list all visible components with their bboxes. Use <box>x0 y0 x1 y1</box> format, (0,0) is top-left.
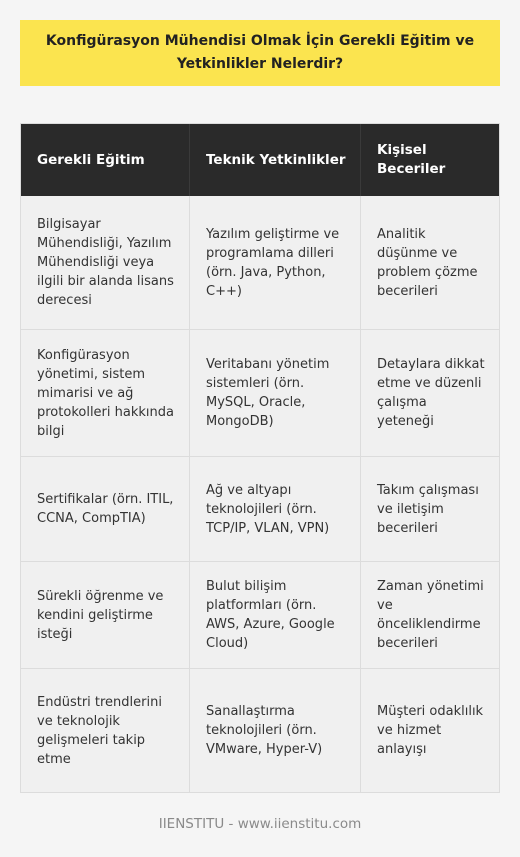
table-row <box>21 562 499 669</box>
table-cell: Bulut bilişim platformları (örn. AWS, Azure, Google Cloud) <box>189 562 360 668</box>
column-header: Teknik Yetkinlikler <box>189 124 360 196</box>
table-cell: Sertifikalar (örn. ITIL, CCNA, CompTIA) <box>37 492 174 526</box>
table-cell: Detaylara dikkat etme ve düzenli çalışma yeteneği <box>360 330 499 456</box>
table-cell: Takım çalışması ve iletişim becerileri <box>360 457 499 561</box>
footer-credit: IIENSTITU - www.iienstitu.com <box>158 816 362 832</box>
table-cell: Bilgisayar Mühendisliği, Yazılım Mühendisliği veya ilgili bir alanda lisans derecesi <box>37 217 174 308</box>
table-cell: Analitik düşünme ve problem çözme becerileri <box>360 196 499 329</box>
column-header: Gerekli Eğitim <box>37 151 145 168</box>
table-cell: Sürekli öğrenme ve kendini geliştirme isteği <box>37 588 164 642</box>
table-cell: Endüstri trendlerini ve teknolojik gelişmeleri takip etme <box>37 694 162 767</box>
table-cell: Veritabanı yönetim sistemleri (örn. MySQL, Oracle, MongoDB) <box>189 330 360 456</box>
table-row <box>21 457 499 562</box>
comparison-table <box>20 123 500 793</box>
table-cell: Sanallaştırma teknolojileri (örn. VMware, Hyper-V) <box>189 669 360 792</box>
table-row <box>21 330 499 457</box>
table-cell: Konfigürasyon yönetimi, sistem mimarisi ve ağ protokolleri hakkında bilgi <box>37 347 174 439</box>
table-row <box>21 196 499 330</box>
table-row <box>21 669 499 792</box>
table-cell: Zaman yönetimi ve önceliklendirme becerileri <box>360 562 499 668</box>
column-header: Kişisel Beceriler <box>360 124 499 196</box>
table-cell: Ağ ve altyapı teknolojileri (örn. TCP/IP, VLAN, VPN) <box>189 457 360 561</box>
table-cell: Müşteri odaklılık ve hizmet anlayışı <box>360 669 499 792</box>
page-title: Konfigürasyon Mühendisi Olmak İçin Gerekli Eğitim ve Yetkinlikler Nelerdir? <box>45 33 475 72</box>
table-cell: Yazılım geliştirme ve programlama dilleri (örn. Java, Python, C++) <box>189 196 360 329</box>
title-banner <box>20 20 500 86</box>
table-header-row <box>21 124 499 196</box>
